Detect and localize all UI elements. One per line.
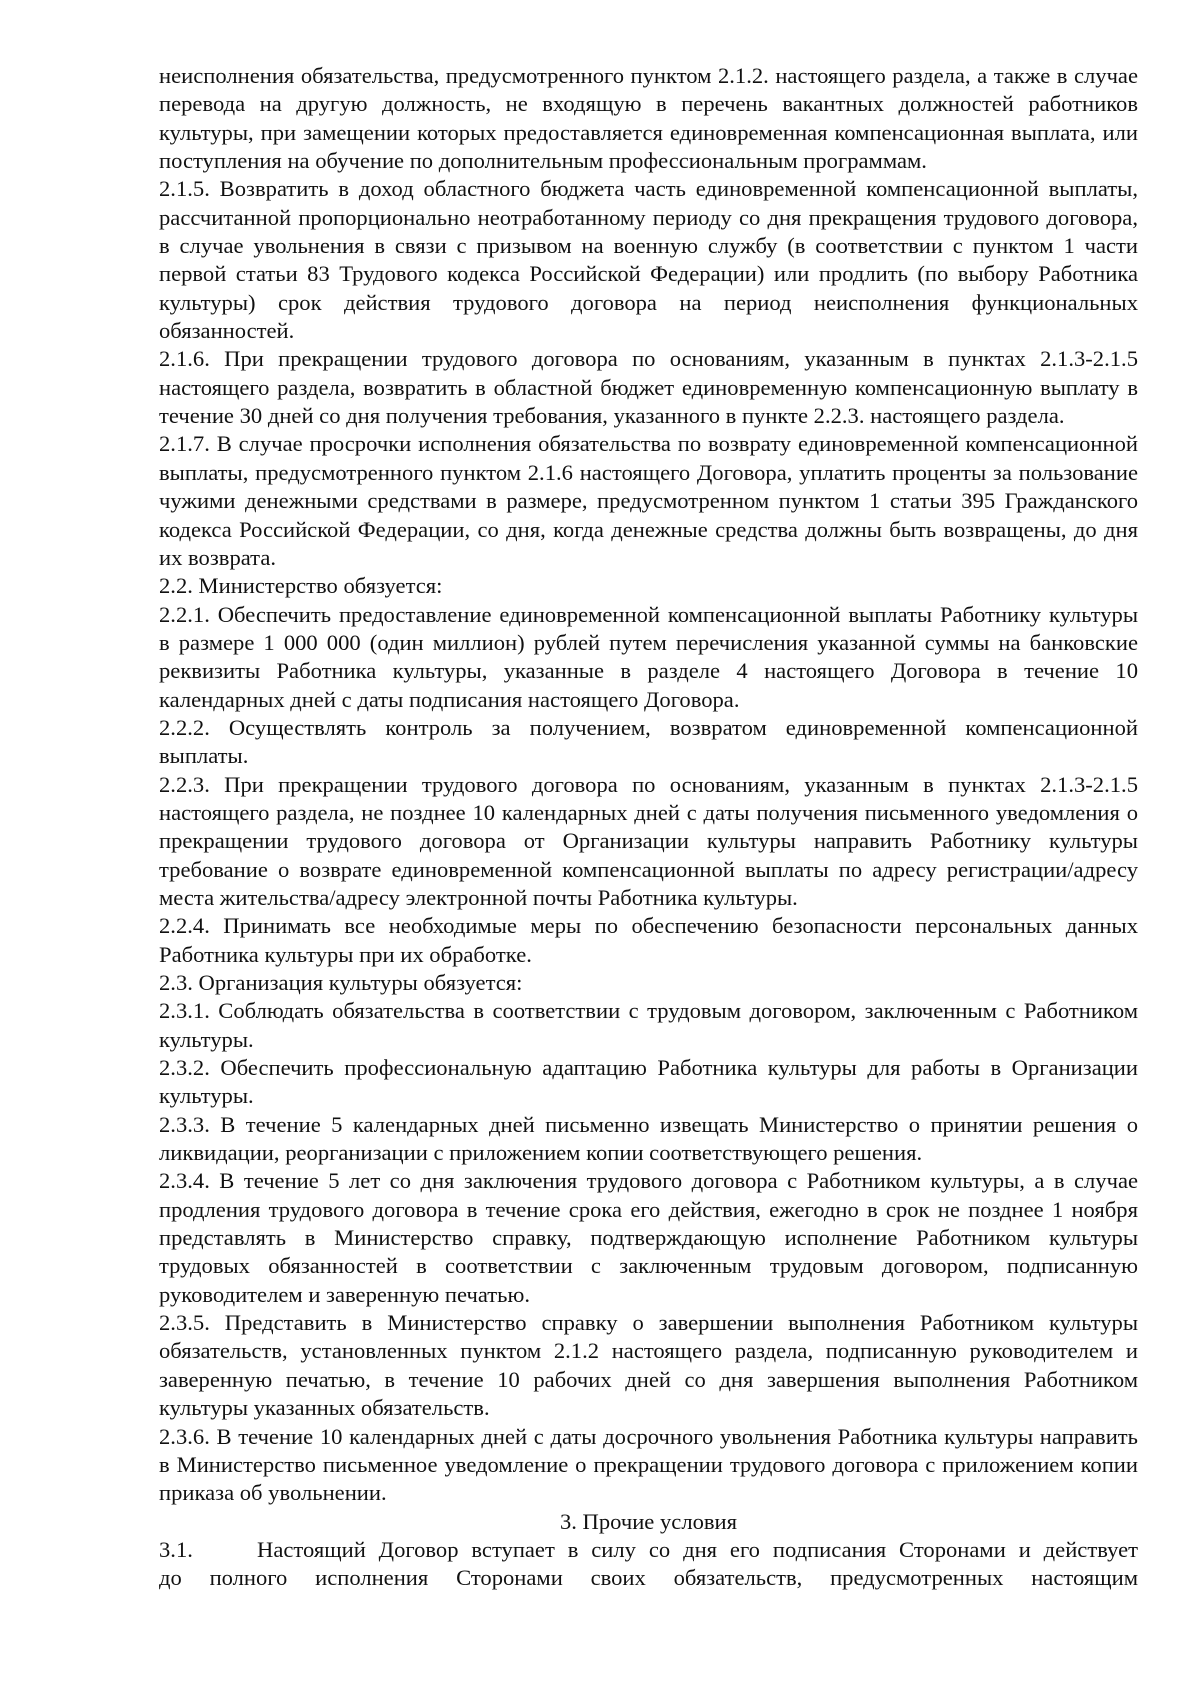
paragraph-2-3-5: 2.3.5. Представить в Министерство справку о завершении выполнения Работником культуры обязательств, установленных пунктом 2.1.2 настоящего раздела, подписанную руководителем и заверенную печатью, в течение 10 рабочих дней со дня завершения выполнения Работником культуры указанных обязательств. [159,1310,1138,1421]
clause-3-1-number: 3.1. [159,1536,193,1562]
paragraph-2-3-4: 2.3.4. В течение 5 лет со дня заключения трудового договора с Работником культуры, а в случае продления трудового договора в течение срока его действия, ежегодно в срок не позднее 1 ноября представлять в Министерство справку, подтверждающую исполнение Работником культуры трудовых обязанностей в соответствии с заключенным трудовым договором, подписанную руководителем и заверенную печатью. [159,1168,1138,1307]
paragraph-2-3-3: 2.3.3. В течение 5 календарных дней письменно извещать Министерство о принятии решения о ликвидации, реорганизации с приложением копии соответствующего решения. [159,1111,1138,1166]
paragraph-2-1-7: 2.1.7. В случае просрочки исполнения обязательства по возврату единовременной компенсационной выплаты, предусмотренного пунктом 2.1.6 настоящего Договора, уплатить проценты за пользование чужими денежными средствами в размере, предусмотренном пунктом 1 статьи 395 Гражданского кодекса Российской Федерации, со дня, когда денежные средства должны быть возвращены, до дня их возврата. [159,431,1138,570]
paragraph-2-2-1: 2.2.1. Обеспечить предоставление единовременной компенсационной выплаты Работнику культуры в размере 1 000 000 (один миллион) рублей путем перечисления указанной суммы на банковские реквизиты Работника культуры, указанные в разделе 4 настоящего Договора в течение 10 календарных дней с даты подписания настоящего Договора. [159,601,1138,712]
paragraph-1-4-continuation: неисполнения обязательства, предусмотренного пунктом 2.1.2. настоящего раздела, а также в случае перевода на другую должность, не входящую в перечень вакантных должностей работников культуры, при замещении которых предоставляется единовременная компенсационная выплата, или поступления на обучение по дополнительным профессиональным программам. [159,63,1138,174]
section-heading: 3. Прочие условия [559,1508,738,1534]
clause-3-1 [159,1536,1138,1564]
paragraph-2-2-4: 2.2.4. Принимать все необходимые меры по обеспечению безопасности персональных данных Работника культуры при их обработке. [159,913,1138,967]
paragraph-2-3-6: 2.3.6. В течение 10 календарных дней с даты досрочного увольнения Работника культуры направить в Министерство письменное уведомление о прекращении трудового договора с приложением копии приказа об увольнении. [159,1423,1138,1506]
paragraph-2-1-6: 2.1.6. При прекращении трудового договора по основаниям, указанным в пунктах 2.1.3-2.1.5 настоящего раздела, возвратить в областной бюджет единовременную компенсационную выплату в течение 30 дней со дня получения требования, указанного в пункте 2.2.3. настоящего раздела. [159,346,1138,429]
paragraph-2-3: 2.3. Организация культуры обязуется: [159,970,523,995]
clause-3-1-text: Настоящий Договор вступает в силу со дня его подписания Сторонами и действует [257,1536,1138,1562]
clause-3-1-continuation: до полного исполнения Сторонами своих обязательств, предусмотренных настоящим [159,1565,1138,1591]
paragraph-2-2-3: 2.2.3. При прекращении трудового договора по основаниям, указанным в пунктах 2.1.3-2.1.5 настоящего раздела, не позднее 10 календарных дней с даты получения письменного уведомления о прекращении трудового договора от Организации культуры направить Работнику культуры требование о возврате единовременной компенсационной выплаты по адресу регистрации/адресу места жительства/адресу электронной почты Работника культуры. [159,771,1138,910]
document-page [159,62,1138,1593]
paragraph-2-1-5: 2.1.5. Возвратить в доход областного бюджета часть единовременной компенсационной выплаты, рассчитанной пропорционально неотработанному периоду со дня прекращения трудового договора, в случае увольнения в связи с призывом на военную службу (в соответствии с пунктом 1 части первой статьи 83 Трудового кодекса Российской Федерации) или продлить (по выбору Работника культуры) срок действия трудового договора на период неисполнения функциональных обязанностей. [159,176,1138,344]
paragraph-2-2: 2.2. Министерство обязуется: [159,573,443,599]
paragraph-2-3-2: 2.3.2. Обеспечить профессиональную адаптацию Работника культуры для работы в Организации культуры. [159,1055,1138,1109]
paragraph-2-3-1: 2.3.1. Соблюдать обязательства в соответствии с трудовым договором, заключенным с Работником культуры. [159,998,1138,1052]
paragraph-2-2-2: 2.2.2. Осуществлять контроль за получением, возвратом единовременной компенсационной выплаты. [159,714,1138,769]
